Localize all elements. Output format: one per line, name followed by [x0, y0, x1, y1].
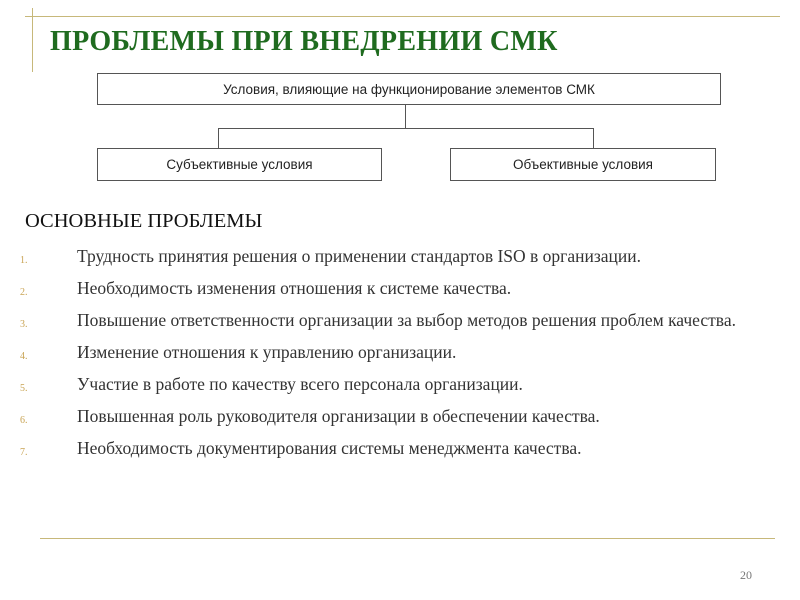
- top-divider: [25, 16, 780, 17]
- list-item: [20, 372, 780, 397]
- connector-horizontal: [218, 128, 593, 129]
- list-item-text: Необходимость документирования системы менеджмента качества.: [77, 438, 582, 458]
- list-item-text: Повышенная роль руководителя организации в обеспечении качества.: [77, 406, 600, 426]
- list-item: [20, 276, 780, 301]
- diagram-objective-label: Объективные условия: [512, 157, 653, 172]
- list-item-text: Повышение ответственности организации за выбор методов решения проблем качества.: [77, 310, 736, 330]
- slide-title: ПРОБЛЕМЫ ПРИ ВНЕДРЕНИИ СМК: [50, 26, 558, 57]
- list-item-number: 7.: [20, 447, 28, 458]
- bottom-divider: [40, 538, 775, 539]
- list-item: [20, 308, 780, 333]
- problems-heading: ОСНОВНЫЕ ПРОБЛЕМЫ: [25, 210, 263, 232]
- diagram-subjective-label: Субъективные условия: [166, 157, 313, 172]
- diagram-root-box: [97, 73, 721, 105]
- connector-vertical-left: [218, 128, 219, 148]
- list-item-number: 2.: [20, 287, 28, 298]
- list-item-text: Участие в работе по качеству всего персонала организации.: [77, 374, 523, 394]
- list-item-text: Трудность принятия решения о применении стандартов ISO в организации.: [77, 246, 642, 266]
- connector-vertical-main: [405, 105, 406, 128]
- list-item-number: 3.: [20, 319, 28, 330]
- list-item: [20, 244, 780, 269]
- left-divider: [32, 8, 33, 72]
- list-item: [20, 340, 780, 365]
- list-item-text: Необходимость изменения отношения к системе качества.: [77, 278, 512, 298]
- list-item: [20, 404, 780, 429]
- connector-vertical-right: [593, 128, 594, 148]
- list-item-number: 5.: [20, 383, 28, 394]
- list-item-number: 1.: [20, 255, 28, 266]
- diagram-subjective-box: [97, 148, 382, 181]
- list-item: [20, 436, 780, 461]
- list-item-number: 6.: [20, 415, 28, 426]
- diagram-root-label: Условия, влияющие на функционирование элементов СМК: [223, 81, 595, 97]
- list-item-text: Изменение отношения к управлению организации.: [77, 342, 457, 362]
- page-number: 20: [740, 568, 752, 582]
- list-item-number: 4.: [20, 351, 28, 362]
- diagram-objective-box: [450, 148, 716, 181]
- problems-list: [20, 244, 780, 468]
